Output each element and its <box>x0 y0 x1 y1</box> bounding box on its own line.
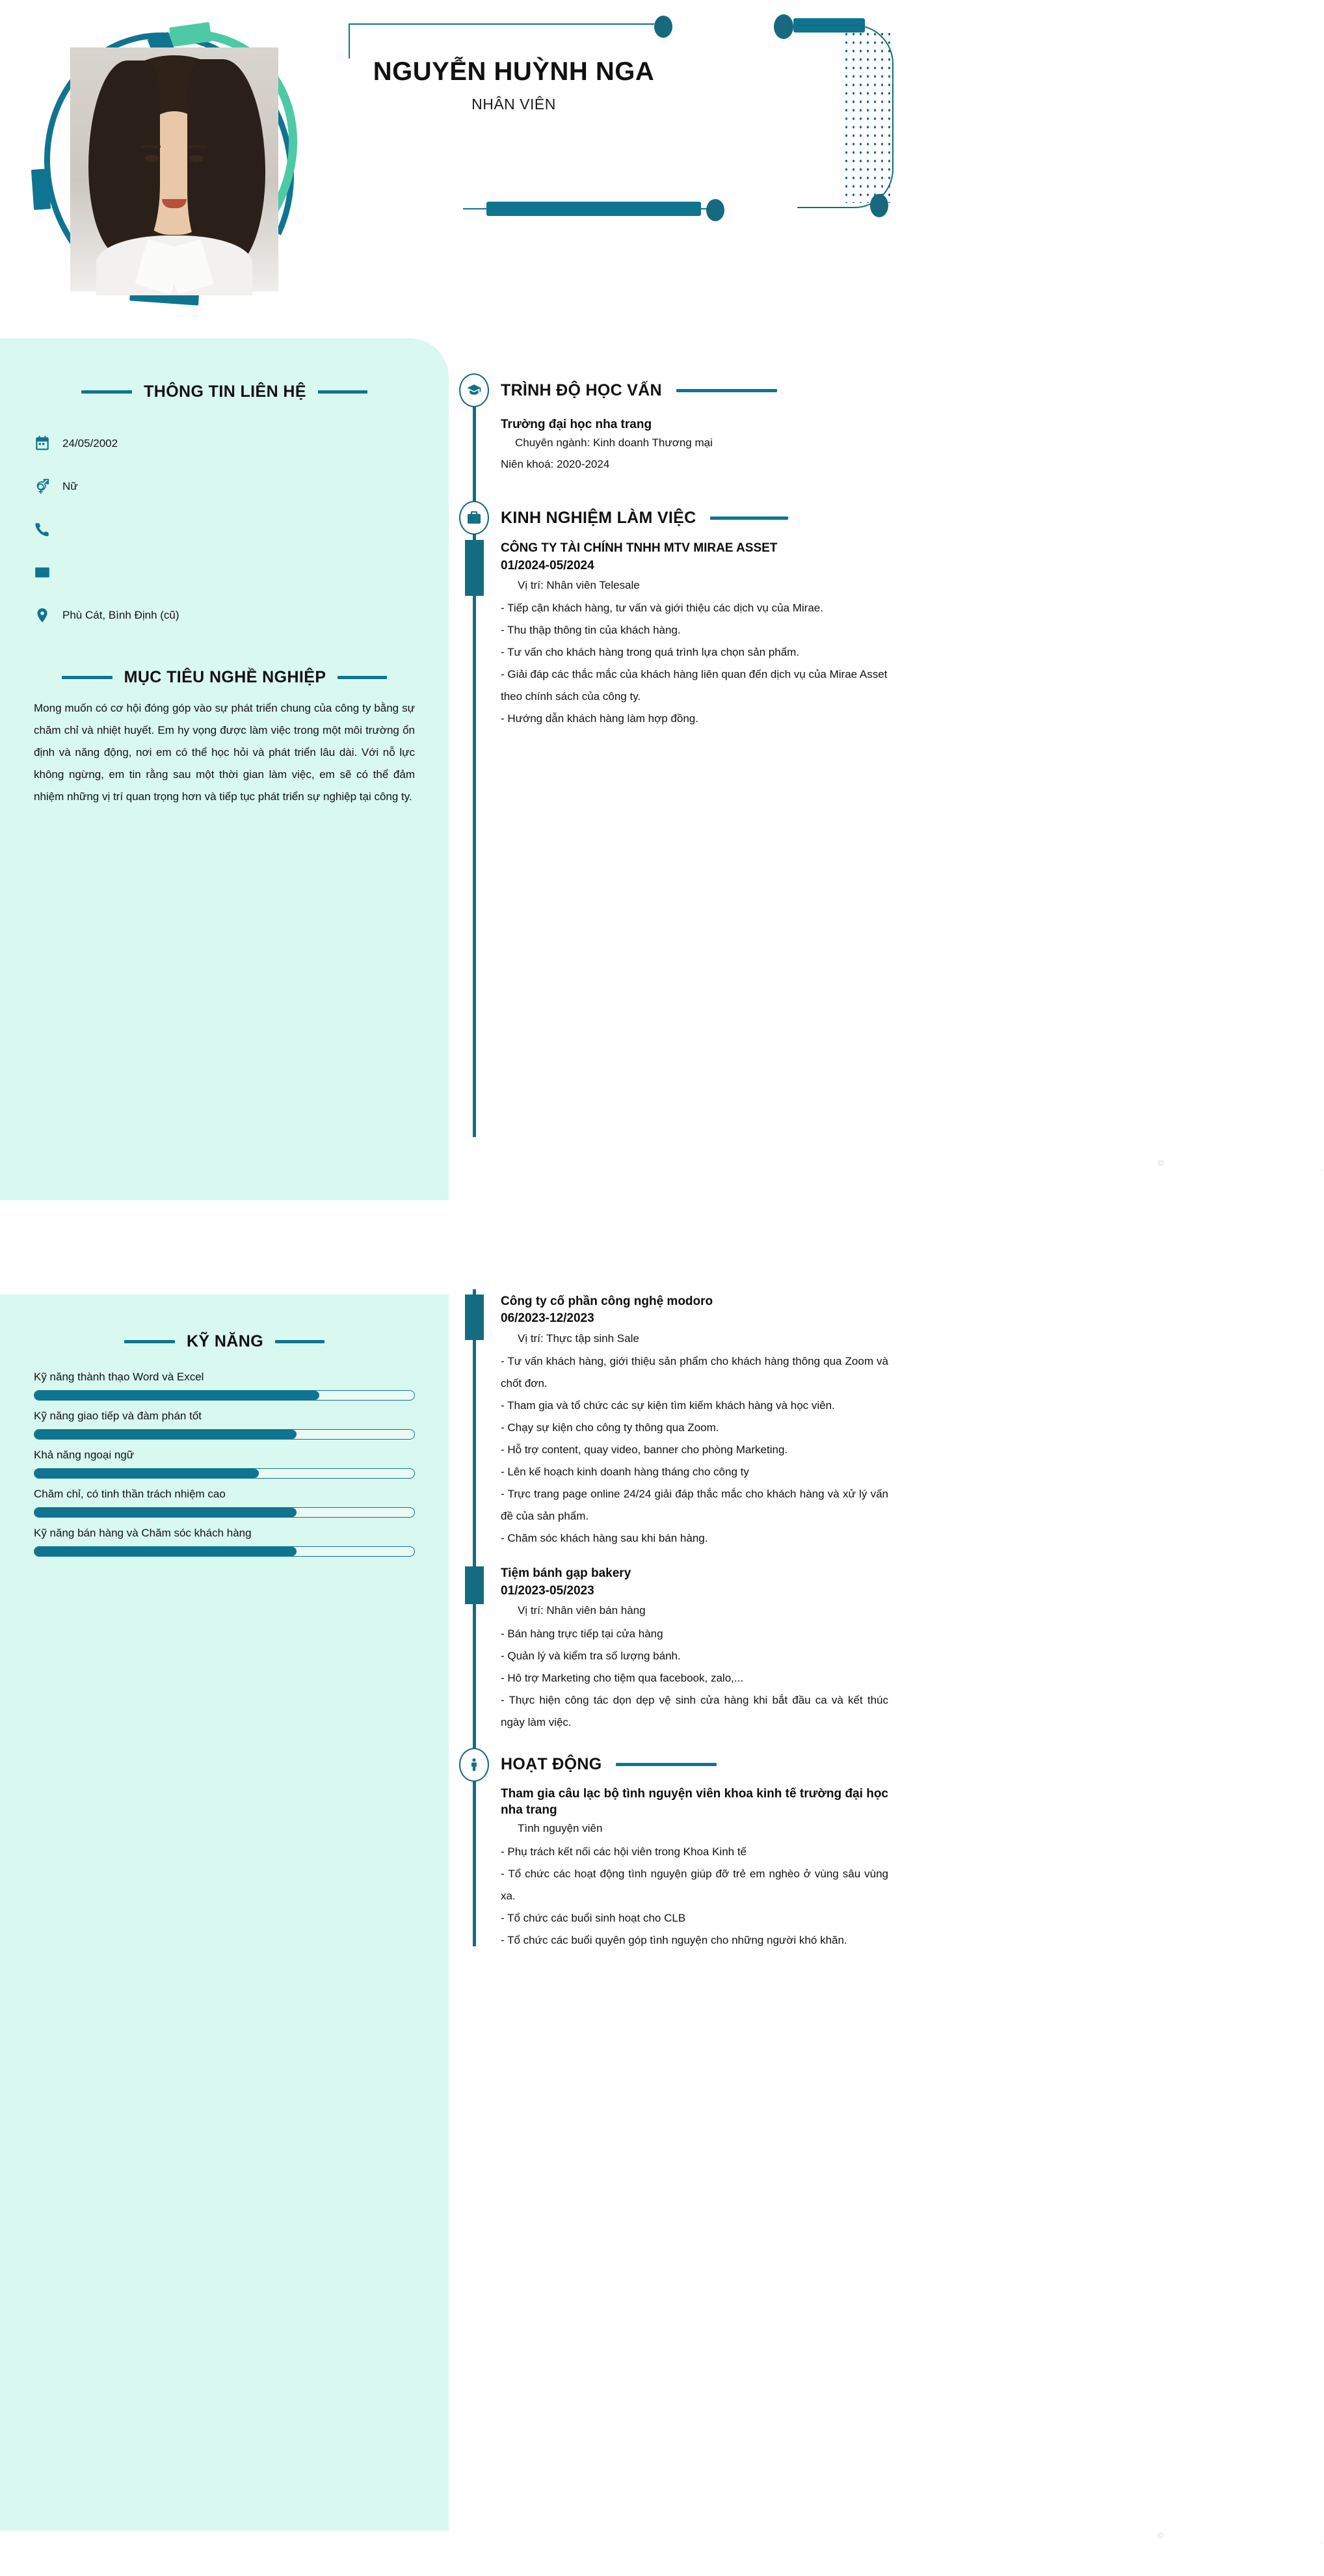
header-dot-grid <box>843 30 891 203</box>
skill-progress-fill <box>34 1391 319 1400</box>
education-heading-label: TRÌNH ĐỘ HỌC VẤN <box>501 381 662 399</box>
resume-page-2 <box>0 1275 1324 2576</box>
list-item: - Giải đáp các thắc mắc của khách hàng liên quan đến dịch vụ của Mirae Asset theo chính sách của công ty. <box>501 668 888 703</box>
list-item: - Chạy sự kiện cho công ty thông qua Zoom. <box>501 1421 719 1434</box>
briefcase-icon <box>459 501 489 535</box>
left-sidebar-page2 <box>0 1295 449 2530</box>
heading-rule-right <box>616 1763 717 1766</box>
list-item: - Hướng dẫn khách hàng làm hợp đồng. <box>501 712 698 725</box>
experience-dates: 06/2023-12/2023 <box>501 1311 594 1326</box>
experience-company: CÔNG TY TÀI CHÍNH TNHH MTV MIRAE ASSET <box>501 541 778 556</box>
watermark-dot: . <box>1320 1163 1324 1173</box>
skill-item <box>34 1371 415 1401</box>
skill-progress-track <box>34 1468 415 1479</box>
location-pin-icon <box>34 607 51 624</box>
name-block <box>306 57 722 113</box>
header-dot-top-left <box>654 16 672 38</box>
experience-heading-label: KINH NGHIỆM LÀM VIỆC <box>501 508 696 527</box>
list-item: - Thực hiện công tác dọn dẹp vệ sinh cửa hàng khi bắt đầu ca và kết thúc ngày làm việc. <box>501 1693 888 1728</box>
person-icon <box>459 1748 489 1782</box>
experience-bullets <box>501 1350 888 1550</box>
resume-header <box>0 0 910 338</box>
heading-rule-right <box>275 1340 324 1343</box>
list-item: - Hỗ trợ content, quay video, banner cho phòng Marketing. <box>501 1443 788 1456</box>
experience-position: Vị trí: Nhân viên bán hàng <box>518 1604 646 1617</box>
contact-row-gender <box>34 465 415 508</box>
skill-label: Kỹ năng giao tiếp và đàm phán tốt <box>34 1410 202 1422</box>
list-item: - Tiếp cận khách hàng, tư vấn và giới thiệu các dịch vụ của Mirae. <box>501 602 823 615</box>
contact-row-birthdate <box>34 422 415 465</box>
timeline-page1 <box>449 338 910 730</box>
watermark-copyright: © <box>1158 1158 1165 1168</box>
timeline-marker <box>465 1566 484 1604</box>
contact-row-email <box>34 551 415 594</box>
page2-columns <box>0 1275 1324 2576</box>
list-item: - Tham gia và tổ chức các sự kiện tìm kiếm khách hàng và học viên. <box>501 1399 835 1412</box>
skill-item <box>34 1410 415 1440</box>
list-item: - Thu thập thông tin của khách hàng. <box>501 624 681 637</box>
education-heading <box>449 373 910 407</box>
skills-list <box>34 1371 415 1557</box>
contact-value-birthdate: 24/05/2002 <box>62 437 118 449</box>
header-line-top-drop <box>349 23 350 59</box>
contact-heading <box>34 382 415 401</box>
resume-page-1 <box>0 0 1324 1275</box>
education-school: Trường đại học nha trang <box>501 418 652 431</box>
list-item: - Tổ chức các buổi quyên góp tình nguyện cho những người khó khăn. <box>501 1933 847 1946</box>
heading-rule-right <box>676 389 777 392</box>
skills-heading <box>34 1332 415 1351</box>
objective-heading <box>34 668 415 687</box>
page-title: NGUYỄN HUỲNH NGA <box>373 57 655 86</box>
header-dot-bottom-mid <box>706 199 724 221</box>
list-item: - Quản lý và kiểm tra số lượng bánh. <box>501 1649 681 1662</box>
list-item: - Tư vấn khách hàng, giới thiệu sản phẩm cho khách hàng thông qua Zoom và chốt đơn. <box>501 1355 888 1390</box>
objective-text: Mong muốn có cơ hội đóng góp vào sự phát triển chung của công ty bằng sự chăm chỉ và nhiệt huyết. Em hy vọng được làm việc trong một môi trường ổn định và năng động, nơi em có thể học hỏi và phát triển lâu dài. Với nỗ lực không ngừng, em tin rằng sau một thời gian làm việc, em sẽ có thể đảm nhiệm những vị trí quan trọng hơn và tiếp tục phát triển sự nghiệp tại công ty. <box>34 702 415 803</box>
calendar-icon <box>34 435 51 452</box>
list-item: - Tổ chức các buổi sinh hoạt cho CLB <box>501 1911 686 1924</box>
header-line-top <box>349 23 654 25</box>
activity-role: Tình nguyện viên <box>518 1822 603 1835</box>
activities-body <box>449 1782 910 1952</box>
skill-label: Chăm chỉ, có tinh thần trách nhiệm cao <box>34 1488 226 1500</box>
job-title: NHÂN VIÊN <box>471 96 556 113</box>
heading-rule-right <box>318 390 367 394</box>
skill-progress-track <box>34 1429 415 1440</box>
avatar-image <box>70 47 278 291</box>
gender-icon <box>34 478 51 495</box>
activity-title: Tham gia câu lạc bộ tình nguyện viên khoa kinh tế trường đại học nha trang <box>501 1786 888 1817</box>
ring-tab-teal-left <box>31 168 51 210</box>
list-item: - Lên kế hoạch kinh doanh hàng tháng cho công ty <box>501 1466 749 1479</box>
experience-company: Tiệm bánh gạp bakery <box>501 1566 631 1581</box>
experience-dates: 01/2024-05/2024 <box>501 558 594 572</box>
right-column-page2 <box>449 1275 1324 2545</box>
contact-row-phone <box>34 508 415 551</box>
heading-rule-left <box>81 390 132 394</box>
activities-heading-label: HOẠT ĐỘNG <box>501 1755 602 1773</box>
skill-progress-fill <box>34 1508 297 1517</box>
right-column-page1 <box>449 338 1324 1173</box>
skill-item <box>34 1488 415 1518</box>
contact-list <box>34 422 415 637</box>
phone-icon <box>34 521 51 538</box>
heading-rule-right <box>338 676 387 679</box>
watermark-copyright: © <box>1158 2530 1165 2540</box>
skill-label: Kỹ năng bán hàng và Chăm sóc khách hàng <box>34 1527 252 1539</box>
skill-item <box>34 1449 415 1479</box>
activities-heading <box>449 1748 910 1782</box>
timeline-page2 <box>449 1275 910 1952</box>
list-item: - Trực trang page online 24/24 giải đáp thắc mắc cho khách hàng và xử lý vấn đề của sản phẩm. <box>501 1488 888 1523</box>
experience-job-1 <box>449 1275 910 1550</box>
experience-position: Vị trí: Nhân viên Telesale <box>518 579 640 591</box>
experience-dates: 01/2023-05/2023 <box>501 1583 594 1598</box>
contact-row-address <box>34 594 415 637</box>
portrait-block <box>25 12 304 324</box>
experience-bullets <box>501 597 888 730</box>
list-item: - Phụ trách kết nối các hội viên trong Khoa Kinh tế <box>501 1845 747 1858</box>
timeline-marker <box>465 1295 484 1340</box>
skill-item <box>34 1527 415 1557</box>
heading-rule-left <box>62 676 113 679</box>
experience-position: Vị trí: Thực tập sinh Sale <box>518 1332 639 1345</box>
skill-progress-track <box>34 1390 415 1401</box>
objective-heading-label: MỤC TIÊU NGHỀ NGHIỆP <box>124 668 326 686</box>
list-item: - Hô trợ Marketing cho tiệm qua facebook, zalo,... <box>501 1671 744 1684</box>
heading-rule-left <box>124 1340 175 1343</box>
header-pill-bottom <box>486 202 701 216</box>
skill-progress-track <box>34 1507 415 1518</box>
skills-heading-label: KỸ NĂNG <box>186 1332 264 1350</box>
watermark-dot: . <box>1320 2536 1324 2545</box>
contact-heading-label: THÔNG TIN LIÊN HỆ <box>144 382 306 401</box>
skill-progress-fill <box>34 1547 297 1556</box>
list-item: - Bán hàng trực tiếp tại cửa hàng <box>501 1627 663 1640</box>
list-item: - Tổ chức các hoạt động tình nguyện giúp đỡ trẻ em nghèo ở vùng sâu vùng xa. <box>501 1867 888 1902</box>
list-item: - Chăm sóc khách hàng sau khi bán hàng. <box>501 1532 708 1545</box>
skill-progress-fill <box>34 1469 259 1478</box>
experience-job-2 <box>449 1561 910 1733</box>
section-experience <box>449 475 910 730</box>
header-dot-bottom-right <box>870 194 888 217</box>
education-major: Chuyên ngành: Kinh doanh Thương mại <box>515 436 713 449</box>
experience-company: Công ty cố phần công nghệ modoro <box>501 1295 713 1308</box>
activity-bullets <box>501 1841 888 1952</box>
list-item: - Tư vấn cho khách hàng trong quá trình lựa chọn sản phẩm. <box>501 646 800 659</box>
left-sidebar-page1 <box>0 338 449 1200</box>
graduation-cap-icon <box>459 373 489 407</box>
education-body <box>449 407 910 475</box>
timeline-marker <box>465 540 484 596</box>
skill-progress-track <box>34 1546 415 1557</box>
contact-value-address: Phù Cát, Bình Định (cũ) <box>62 609 179 621</box>
contact-value-gender: Nữ <box>62 480 78 492</box>
header-dot-top-right <box>774 14 793 39</box>
skill-progress-fill <box>34 1430 297 1439</box>
education-years: Niên khoá: 2020-2024 <box>501 457 610 470</box>
email-icon <box>34 564 51 581</box>
section-education <box>449 338 910 475</box>
experience-heading <box>449 501 910 535</box>
section-activities <box>449 1748 910 1952</box>
avatar <box>70 47 278 291</box>
skill-label: Kỹ năng thành thạo Word và Excel <box>34 1371 204 1383</box>
page1-columns <box>0 338 1324 1275</box>
heading-rule-right <box>710 517 788 520</box>
experience-bullets <box>501 1623 888 1734</box>
skill-label: Khả năng ngoại ngữ <box>34 1449 135 1461</box>
experience-job-0 <box>449 535 910 730</box>
